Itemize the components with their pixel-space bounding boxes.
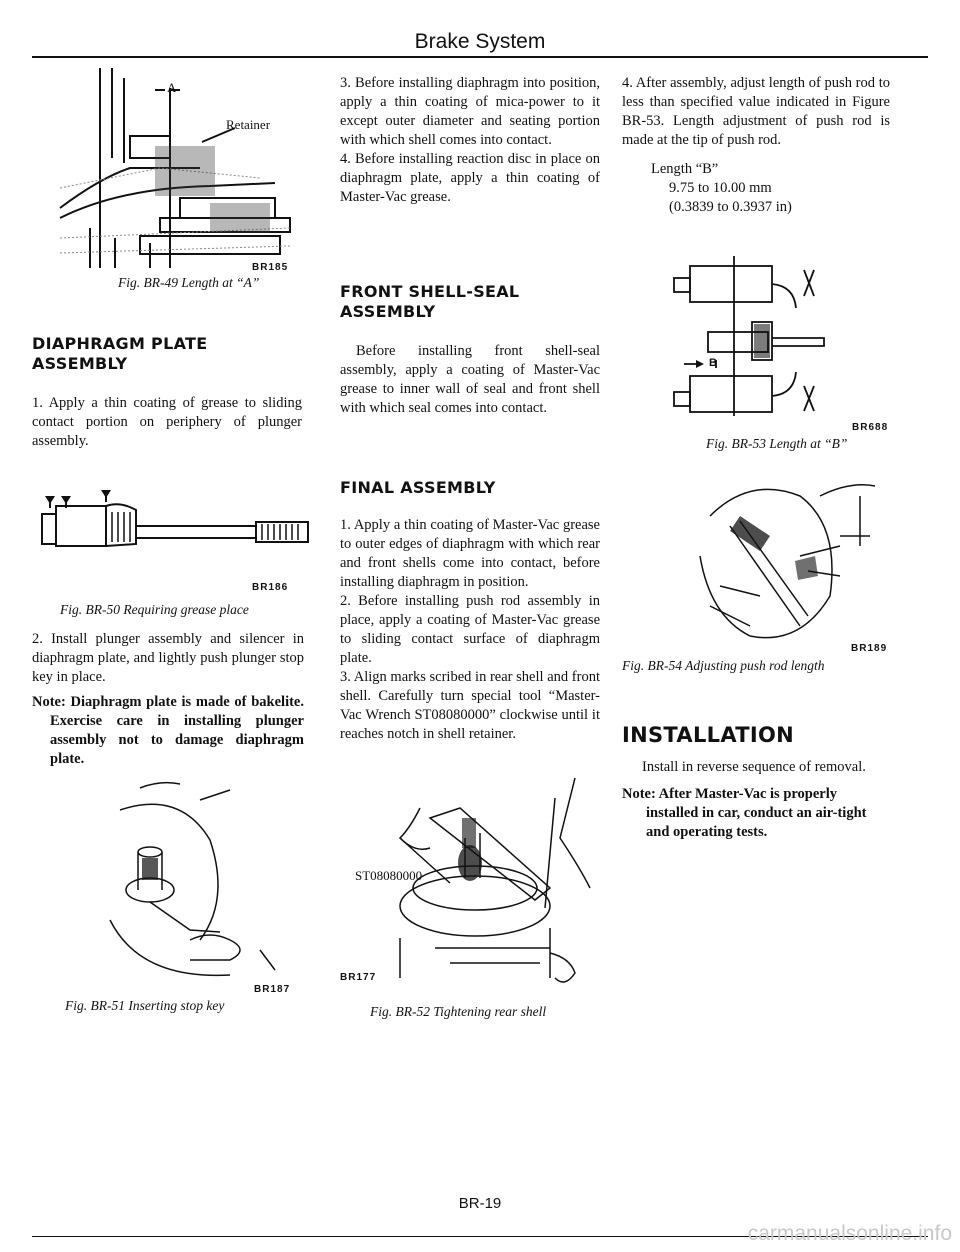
final-assembly-step-1: 1. Apply a thin coating of Master-Vac grease to outer edges of diaphragm with which rear and front shells come into contact, before installing diaphragm in position. <box>340 517 600 590</box>
diaphragm-step-1: 1. Apply a thin coating of grease to sliding contact portion on periphery of plunger assembly. <box>32 395 302 449</box>
fig-br53-caption: Fig. BR-53 Length at “B” <box>706 436 848 451</box>
installation-heading: INSTALLATION <box>622 723 795 747</box>
fig-br52-tool-label: ST08080000 <box>355 868 423 883</box>
fig-br52-id: BR177 <box>340 972 377 983</box>
fig-br52-caption: Fig. BR-52 Tightening rear shell <box>370 1004 547 1019</box>
fig-br50-illustration <box>40 486 312 556</box>
fig-br49-caption: Fig. BR-49 Length at “A” <box>118 275 260 290</box>
length-b-mm: 9.75 to 10.00 mm <box>669 180 772 196</box>
final-assembly-heading: FINAL ASSEMBLY <box>340 478 496 497</box>
fig-br53-id: BR688 <box>852 422 889 433</box>
installation-note: Note: After Master-Vac is properly installed in car, conduct an air-tight and operating tests. <box>622 786 867 840</box>
diaphragm-step-4: 4. Before installing reaction disc in place on diaphragm plate, apply a thin coating of Master-Vac grease. <box>340 151 600 205</box>
diaphragm-note: Note: Diaphragm plate is made of bakelite. Exercise care in installing plunger assembly not to damage diaphragm plate. <box>32 694 304 767</box>
fig-br50-id: BR186 <box>252 582 289 593</box>
fig-br53-label-b: B <box>709 357 717 369</box>
front-shell-seal-text: Before installing front shell-seal assembly, apply a coating of Master-Vac grease to inner wall of seal and front shell with which seal comes into contact. <box>340 343 600 416</box>
watermark-text: carmanualsonline.info <box>747 1222 952 1245</box>
final-assembly-step-2: 2. Before installing push rod assembly in place, apply a coating of Master-Vac grease to sliding contact surface of diaphragm plate. <box>340 593 600 666</box>
fig-br52-illustration <box>340 778 600 998</box>
fig-br53-illustration <box>664 256 844 416</box>
installation-text: Install in reverse sequence of removal. <box>642 759 866 775</box>
final-assembly-step-4: 4. After assembly, adjust length of push rod to less than specified value indicated in Figure BR-53. Length adjustment of push rod is made at the tip of push rod. <box>622 75 890 148</box>
final-assembly-step-3: 3. Align marks scribed in rear shell and front shell. Carefully turn special tool “Master-Vac Wrench ST08080000” clockwise until it reaches notch in shell retainer. <box>340 669 600 742</box>
diaphragm-step-3: 3. Before installing diaphragm into position, apply a thin coating of mica-power to it except outer diameter and seating portion with which shell comes into contact. <box>340 75 600 148</box>
fig-br54-illustration <box>690 476 880 652</box>
fig-br49-label-a: A <box>167 80 177 95</box>
front-shell-seal-heading: FRONT SHELL-SEAL ASSEMBLY <box>340 282 520 321</box>
fig-br51-caption: Fig. BR-51 Inserting stop key <box>65 998 225 1013</box>
fig-br49-illustration <box>60 68 300 268</box>
fig-br50-caption: Fig. BR-50 Requiring grease place <box>60 602 249 617</box>
fig-br51-id: BR187 <box>254 984 291 995</box>
fig-br54-caption: Fig. BR-54 Adjusting push rod length <box>622 658 825 673</box>
fig-br49-label-retainer: Retainer <box>226 117 271 132</box>
diaphragm-step-2: 2. Install plunger assembly and silencer in diaphragm plate, and lightly push plunger stop key in place. <box>32 631 304 685</box>
length-b-in: (0.3839 to 0.3937 in) <box>669 199 792 215</box>
fig-br51-illustration <box>80 780 300 990</box>
diaphragm-plate-heading: DIAPHRAGM PLATE ASSEMBLY <box>32 334 208 373</box>
page-number: BR-19 <box>458 1195 502 1212</box>
fig-br49-id: BR185 <box>252 262 289 273</box>
length-b-label: Length “B” <box>651 161 719 177</box>
fig-br54-id: BR189 <box>851 643 888 654</box>
header-rule <box>32 56 928 58</box>
page-header-title: Brake System <box>414 30 546 53</box>
